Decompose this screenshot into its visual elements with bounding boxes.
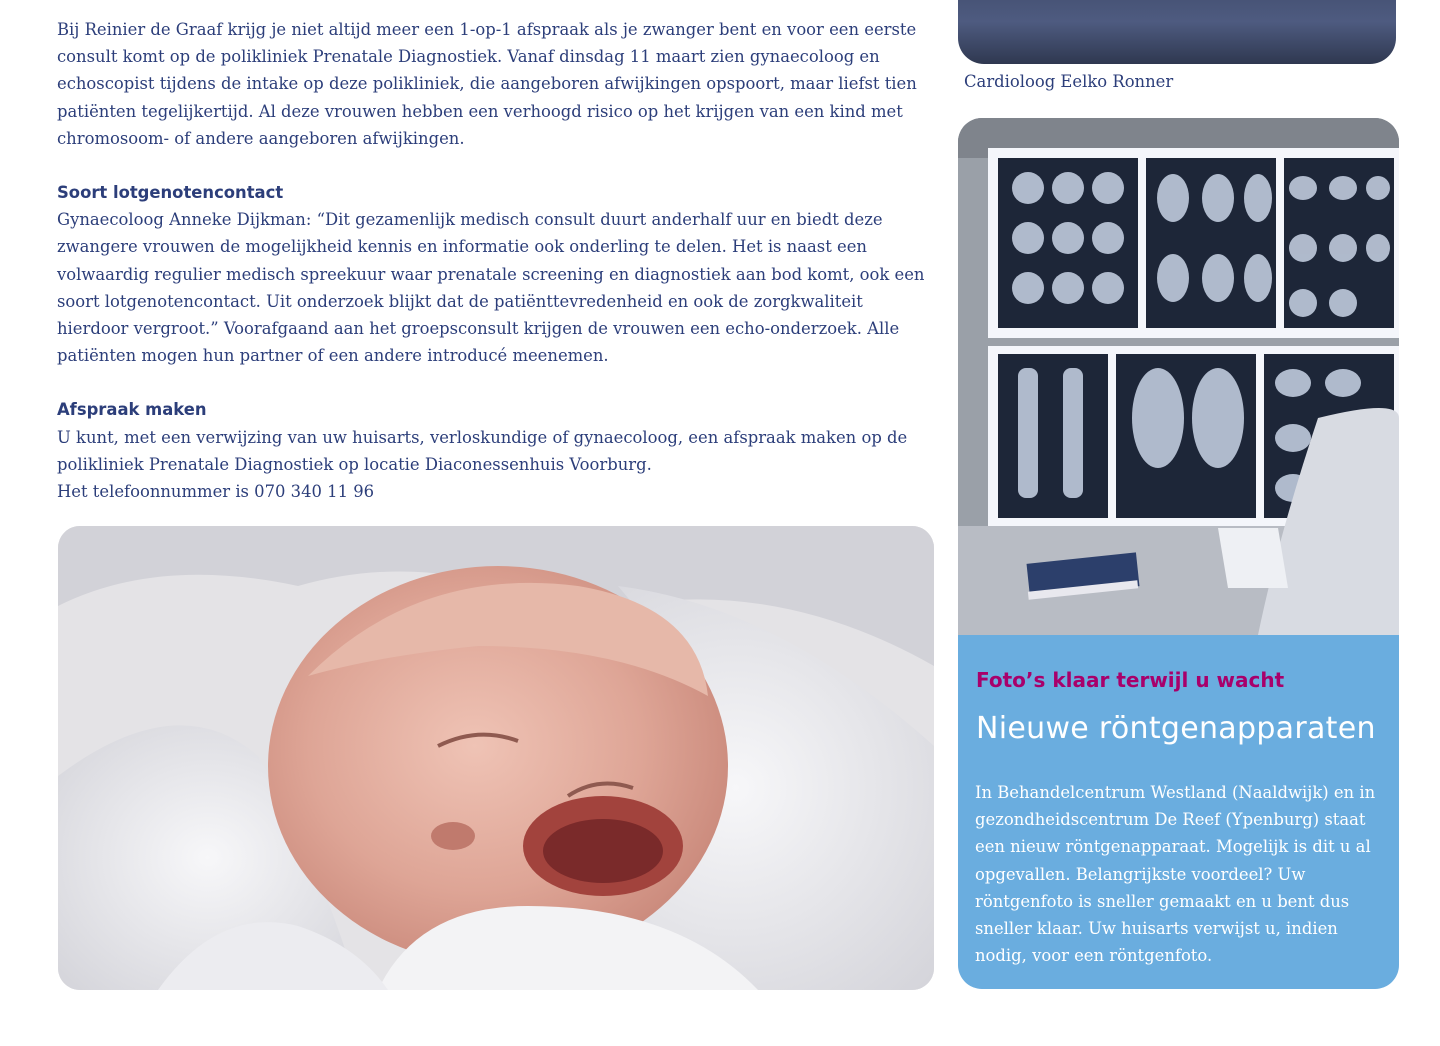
baby-photo <box>58 526 934 990</box>
info-box <box>958 635 1399 989</box>
phone-number-text: Het telefoonnummer is 070 340 11 96 <box>57 482 375 502</box>
section-body-afspraak: U kunt, met een verwijzing van uw huisarts, verloskundige of gynaecoloog, een afspraak maken op de polikliniek Prenatale Diagnostiek op locatie Diaconessenhuis Voorburg. <box>57 427 908 474</box>
section-body-lotgenotencontact: Gynaecoloog Anneke Dijkman: “Dit gezamenlijk medisch consult duurt anderhalf uur en biedt deze zwangere vrouwen de mogelijkheid kennis en informatie ook onderling te delen. Het is naast een volwaardig regulier medisch spreekuur waar prenatale screening en diagnostiek aan bod komt, ook een soort lotgenotencontact. Uit onderzoek blijkt dat de patiënttevredenheid en ook de zorgkwaliteit hierdoor vergroot.” Voorafgaand aan het groepsconsult krijgen de vrouwen een echo-onderzoek. Alle patiënten mogen hun partner of een andere introducé meenemen. <box>57 210 925 366</box>
info-kicker: Foto’s klaar terwijl u wacht <box>976 668 1285 692</box>
info-body-text: In Behandelcentrum Westland (Naaldwijk) en in gezondheidscentrum De Reef (Ypenburg) staat een nieuw röntgenapparaat. Mogelijk is dit u al opgevallen. Belangrijkste voordeel? Uw röntgenfoto is sneller gemaakt en u bent dus sneller klaar. Uw huisarts verwijst u, indien nodig, voor een röntgenfoto. <box>975 783 1376 966</box>
info-body <box>975 779 1390 969</box>
section-heading-afspraak: Afspraak maken <box>57 400 207 420</box>
article-intro: Bij Reinier de Graaf krijg je niet altijd meer een 1-op-1 afspraak als je zwanger bent en voor een eerste consult komt op de polikliniek Prenatale Diagnostiek. Vanaf dinsdag 11 maart zien gynaecoloog en echoscopist tijdens de intake op deze polikliniek, die aangeboren afwijkingen opspoort, maar liefst tien patiënten tegelijkertijd. Al deze vrouwen hebben een verhoogd risico op het krijgen van een kind met chromosoom- of andere aangeboren afwijkingen. <box>57 20 917 148</box>
section-heading-lotgenotencontact: Soort lotgenotencontact <box>57 183 284 203</box>
xray-photo <box>958 118 1399 635</box>
article-body <box>57 16 927 505</box>
photo-caption: Cardioloog Eelko Ronner <box>964 72 1174 91</box>
cardiologist-photo <box>958 0 1396 64</box>
info-title: Nieuwe röntgenapparaten <box>976 711 1376 746</box>
